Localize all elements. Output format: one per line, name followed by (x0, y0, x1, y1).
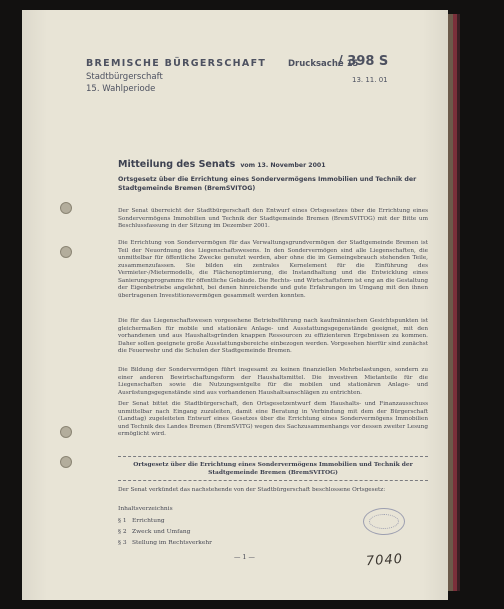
toc-label: Inhaltsverzeichnis (118, 506, 173, 512)
toc-item (118, 529, 190, 535)
paragraph: Die für das Liegenschaftswesen vorgesehene Betriebsführung nach kaufmännischen Gesichtspunkten ist gleichermaßen für mobile und stationäre Anlage- und Ausstattungsgegenstände geeignet, mit den vorhandenen und aus Haushaltsgründen knappen Ressourcen zu effizienteren Ergebnissen zu kommen. Daher sollen geeignete große Ausstattungsbereiche einbezogen werden. Vorgesehen hierfür sind zunächst die Feuerwehr und die Schulen der Stadtgemeinde Bremen. (118, 318, 428, 354)
toc-text: Zweck und Umfang (132, 529, 191, 535)
toc-mark: § 3 (118, 540, 127, 546)
mitteilung-title: Mitteilung des Senats (118, 159, 236, 170)
paragraph: Die Errichtung von Sondervermögen für das Verwaltungsgrundvermögen der Stadtgemeinde Bremen ist Teil der Neuordnung des Liegenschaftswesens. In den Sondervermögen sind alle Liegenschaften, die unmittelbar für öffentliche Zwecke genutzt werden, aber ohne die im Gemeingebrauch stehenden Teile, zusammenzufassen. Sie bilden ein zentrales Kernelement für die Einführung des Vermieter-/Mietermodells, die Flächenoptimierung, die Instandhaltung und die Entwicklung eines Sanierungsprogramms für öffentliche Gebäude. Die Rechts- und Wirtschaftsform ist eng an die Gestaltung der Eigenbetriebe angelehnt, bei denen hinreichende und gute Erfahrungen im Umgang mit den ihnen übertragenen Investitionsvermögen gesammelt werden konnten. (118, 240, 428, 299)
binder-hole (60, 426, 72, 438)
mitteilung-heading (118, 152, 326, 171)
binder-hole (60, 202, 72, 214)
subject-heading: Ortsgesetz über die Errichtung eines Sondervermögens Immobilien und Technik der Stadtgemeinde Bremen (BremSVITOG) (118, 176, 417, 192)
toc-mark: § 2 (118, 529, 127, 535)
archive-stamp (363, 508, 405, 535)
toc-item (118, 518, 165, 524)
drucksache-date: 13. 11. 01 (352, 76, 388, 84)
mitteilung-date: vom 13. November 2001 (240, 162, 326, 169)
intro-text: Der Senat verkündet das nachstehende von der Stadtbürgerschaft beschlossene Ortsgesetz: (118, 487, 386, 493)
separator-rule (118, 456, 428, 457)
paragraph: Die Bildung der Sondervermögen führt insgesamt zu keinen finanziellen Mehrbelastungen, sondern zu einer anderen Bewirtschaftungsform der Haushaltsmittel. Die investiven Mietanteile für die Liegenschaften sowie die Nutzungsentgelte für die mobilen und stationären Anlage- und Ausrüstungsgegenstände sind aus vorhandenen Haushaltsanschlägen zu entrichten. (118, 367, 428, 396)
binder-hole (60, 246, 72, 258)
chamber-name: Stadtbürgerschaft (86, 72, 163, 82)
legislative-period: 15. Wahlperiode (86, 84, 156, 94)
gesetz-title: Ortsgesetz über die Errichtung eines Sondervermögens Immobilien und Technik der Stadtgemeinde Bremen (BremSVITOG) (133, 461, 413, 476)
page-number: — 1 — (234, 553, 255, 561)
drucksache-number: / 398 S (338, 54, 389, 69)
document-page (22, 10, 448, 600)
org-name: BREMISCHE BÜRGERSCHAFT (86, 58, 267, 69)
toc-mark: § 1 (118, 518, 127, 524)
binder-hole (60, 456, 72, 468)
paragraph: Der Senat überreicht der Stadtbürgerschaft den Entwurf eines Ortsgesetzes über die Errichtung eines Sondervermögens Immobilien und Technik der Stadtgemeinde Bremen (BremSVITOG) mit der Bitte um Beschlussfassung in der Sitzung im Dezember 2001. (118, 208, 428, 229)
toc-text: Errichtung (132, 518, 165, 524)
binder-shadow (457, 14, 460, 591)
handwritten-number: 7040 (365, 551, 404, 570)
separator-rule (118, 480, 428, 481)
drucksache-label: Drucksache 15 (288, 59, 359, 69)
toc-item (118, 540, 212, 546)
paragraph: Der Senat bittet die Stadtbürgerschaft, den Ortsgesetzentwurf dem Haushalts- und Finanzausschuss unmittelbar nach Eingang zuzuleiten, damit eine Beratung in Verbindung mit dem der Bürgerschaft (Landtag) zugeleiteten Entwurf eines Gesetzes über die Errichtung eines Sondervermögens Immobilien und Technik des Landes Bremen (BremSVITG) wegen des Sachzusammenhangs vor dessen zweiter Lesung ermöglicht wird. (118, 401, 428, 437)
toc-text: Stellung im Rechtsverkehr (132, 540, 212, 546)
